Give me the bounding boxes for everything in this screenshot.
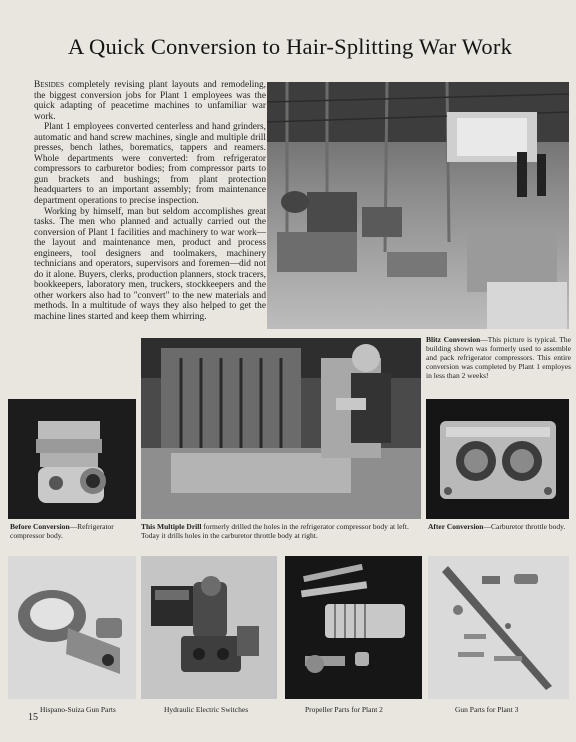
before-caption-title: Before Conversion <box>10 522 70 531</box>
throttle-body-photo <box>426 399 569 519</box>
lead-word: Besides <box>34 80 64 90</box>
after-caption <box>428 522 568 531</box>
gun-caption: Gun Parts for Plant 3 <box>455 705 519 714</box>
hydraulic-caption: Hydraulic Electric Switches <box>164 705 249 714</box>
hispano-caption: Hispano-Suiza Gun Parts <box>40 705 116 714</box>
compressor-body-photo <box>8 399 136 519</box>
blitz-caption-title: Blitz Conversion <box>426 335 481 344</box>
after-caption-text: —Carburetor throttle body. <box>483 522 566 531</box>
page-number: 15 <box>28 712 38 723</box>
drill-caption-title: This Multiple Drill <box>141 522 202 531</box>
article-body <box>34 80 266 323</box>
before-caption <box>10 522 136 540</box>
paragraph-1-text: completely revising plant layouts and remodeling, the biggest conversion jobs for Plant 1 employees was the quick adapting of peacetime machines to unfamiliar war work. <box>34 80 266 122</box>
gun-parts-photo <box>428 556 569 699</box>
before-caption-text: —Refrigerator compressor body. <box>10 522 114 540</box>
paragraph-2: Plant 1 employees converted centerless and hand grinders, automatic and hand screw machines, single and multiple drill presses, bench lathes, borematics, tappers and reamers. Whole departments were converted: from refrigerator compressors to carburetor bodies; from compressor parts to gun brackets and bushings; from plant protection headquarters to an important assembly; from maintenance department operations to precise inspection. <box>34 122 266 207</box>
paragraph-3: Working by himself, man but seldom accomplishes great tasks. The men who planned and actually carried out the conversion of Plant 1 facilities and machinery to war work—the layout and maintenance men, product and process engineers, tool designers and toolmakers, machinery technicians and operators, supervisors and foremen—did not do it alone. Buyers, clerks, production planners, stock tracers, bookkeepers, laboratory men, truckers, stockkeepers and the other workers also had to "convert" to the new materials and methods. In a multitude of ways they also helped to get the machine lines started and keep them whirring. <box>34 206 266 323</box>
multiple-drill-photo <box>141 338 421 519</box>
hispano-gun-parts-photo <box>8 556 136 699</box>
propeller-caption: Propeller Parts for Plant 2 <box>305 705 383 714</box>
drill-caption-text: formerly drilled the holes in the refrigerator compressor body at left. Today it drills holes in the carburetor throttle body at right. <box>141 522 409 540</box>
after-caption-title: After Conversion <box>428 522 484 531</box>
blitz-caption-text: —This picture is typical. The building shown was formerly used to assemble and pack refrigerator compressors. This entire conversion was completed by Plant 1 employes in less than 2 weeks! <box>426 335 572 380</box>
hydraulic-switches-photo <box>141 556 277 699</box>
paragraph-1 <box>34 80 266 122</box>
propeller-parts-photo <box>285 556 422 699</box>
factory-floor-photo <box>267 82 569 329</box>
drill-caption <box>141 522 419 540</box>
page-title: A Quick Conversion to Hair-Splitting War Work <box>67 34 513 59</box>
blitz-caption <box>426 335 571 380</box>
